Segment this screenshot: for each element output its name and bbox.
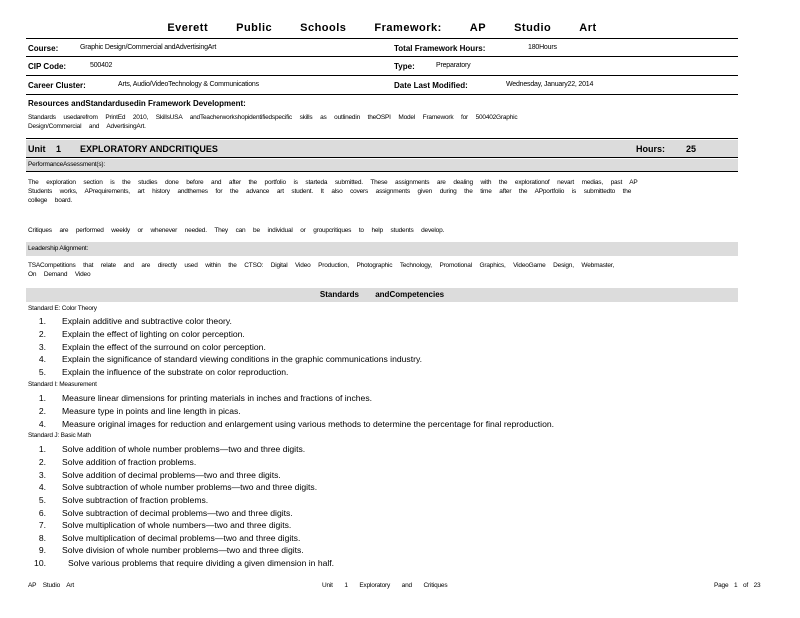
career-cluster-label: Career Cluster: [28,81,86,90]
course-label: Course: [28,44,59,53]
title-word: AP [469,22,487,34]
leadership-text [28,261,740,279]
unit-hours-label: Hours: [636,144,665,154]
resources-heading-text: Resources andStandardusedin Framework Development: [28,99,246,108]
date-modified-label: Date Last Modified: [394,81,468,90]
cip-label: CIP Code: [28,62,67,71]
leadership-line: TSACompetitions that relate and are directly used within the CTSO: Digital Video Production, Photographic Technology, Promotional Graphics, VideoGame Design, Webmaster, [28,262,614,269]
critiques-text [28,226,740,235]
divider [26,138,738,139]
title-word: Everett [167,22,209,34]
title-word: Framework: [374,22,442,34]
type-label: Type: [394,62,415,71]
divider [26,157,738,158]
standard-title: Standard I: Measurement [28,381,97,388]
standards-heading: Standards andCompetencies [319,290,445,299]
performance-heading: PerformanceAssessment(s): [28,161,105,168]
resources-text-line: Standards usedarefrom PrintEd 2010, SkillsUSA andTeacherworkshopidentifiedspecific skills as outlinedin theOSPI Model Framework for 500402Graphic [28,114,518,121]
leadership-bar [26,242,738,256]
unit-name: EXPLORATORY ANDCRITIQUES [80,144,218,154]
footer-page-number: Page 1 of 23 [714,582,761,589]
leadership-line: On Demand Video [28,271,91,278]
course-value: Graphic Design/Commercial andAdvertisingArt [80,44,217,51]
performance-text [28,178,740,205]
document-page: Everett Public Schools Framework: AP Studio Art Course: Graphic Design/Commercial andAdvertisingArt Total Framework Hours: 180Hours CIP Code: 500402 Type: Preparatory Career Cluster: Arts, Audio/VideoTechnology & Communications Date Last Modified: Wednesday, January22, 2014 Resources andStandardusedin Framework Development: Standards usedarefrom PrintEd 2010, SkillsUSA andTeacherworkshopidentifiedspecific skills as outlinedin theOSPI Model Framework for 500402Graphic Design/Commercial and AdvertisingArt. Unit 1 EXPLORATORY ANDCRITIQUES Hours: 25 PerformanceAssessment(s): The exploration section is the studies done before and after the portfolio is starteda submitted. These assignments are dealing with the explorationof nevart medias, past AP Students works, APrequirements, art history andthemes for the advance art student. It also covers assignments given during the time after the APportfolio is submittedto the college board. Critiques are performed weekly or whenever needed. They can be individual or groupcritiques to help students develop. Leadership Alignment: TSACompetitions that relate and are directly used within the CTSO: Digital Video Production, Photographic Technology, Promotional Graphics, VideoGame Design, Webmaster, On Demand Video Standards andCompetencies Standard E: Color Theory 1. Explain additive and subtractive color theory. 2. Explain the effect of lighting on color perception. 3. Explain the effect of the surround on color perception. 4. Explain the significance of standard viewing conditions in the graphic communications industry. 5. Explain the influence of the substrate on color reproduction. Standard I: Measurement 1. Measure linear dimensions for printing materials in inches and fractions of inches. 2. Measure type in points and line length in picas. 4. Measure original images for reduction and enlargement using various methods to determine the percentage for final reproduction. Standard J: Basic Math 1. Solve addition of whole number problems—two and three digits. 2. Solve addition of fraction problems. 3. Solve addition of decimal problems—two and three digits. 4. Solve subtraction of whole number problems—two and three digits. 5. Solve subtraction of fraction problems. 6. Solve subtraction of decimal problems—two and three digits. 7. Solve multiplication of whole numbers—two and three digits. 8. Solve multiplication of decimal problems—two and three digits. 9. Solve division of whole number problems—two and three digits. 10. Solve various problems that require dividing a given dimension in half. AP Studio Art Unit 1 Exploratory and Critiques Page 1 of 23 [28,22,761,589]
performance-line: The exploration section is the studies done before and after the portfolio is starteda submitted. These assignments are dealing with the explorationof nevart medias, past AP [28,179,638,186]
title-word: Studio [514,22,552,34]
total-hours-value: 180Hours [528,44,557,51]
divider [26,56,738,57]
title-word: Public [236,22,273,34]
critiques-line: Critiques are performed weekly or whenever needed. They can be individual or groupcritiques to help students develop. [28,227,445,234]
title-word: Schools [300,22,347,34]
cip-value: 500402 [90,62,113,69]
performance-bar [26,159,738,171]
divider [26,75,738,76]
performance-line: college board. [28,197,73,204]
leadership-heading: Leadership Alignment: [28,245,89,252]
divider [26,171,738,172]
standard-title: Standard J: Basic Math [28,432,91,439]
footer-center: Unit 1 Exploratory and Critiques [322,582,448,589]
title-word: Art [579,22,597,34]
divider [26,94,738,95]
resources-text [28,113,740,131]
divider [26,38,738,39]
career-cluster-value: Arts, Audio/VideoTechnology & Communications [118,81,259,88]
date-modified-value: Wednesday, January22, 2014 [506,81,594,88]
standard-title: Standard E: Color Theory [28,305,97,312]
unit-number: 1 [56,144,62,154]
unit-hours-value: 25 [686,144,697,154]
document-title [26,22,738,34]
type-value: Preparatory [436,62,471,69]
footer-left: AP Studio Art [28,582,74,589]
performance-line: Students works, APrequirements, art history andthemes for the advance art student. It also covers assignments given during the time after the APportfolio is submittedto the [28,188,632,195]
unit-label: Unit [28,144,46,154]
resources-text-line: Design/Commercial and AdvertisingArt. [28,123,146,130]
total-hours-label: Total Framework Hours: [394,44,486,53]
